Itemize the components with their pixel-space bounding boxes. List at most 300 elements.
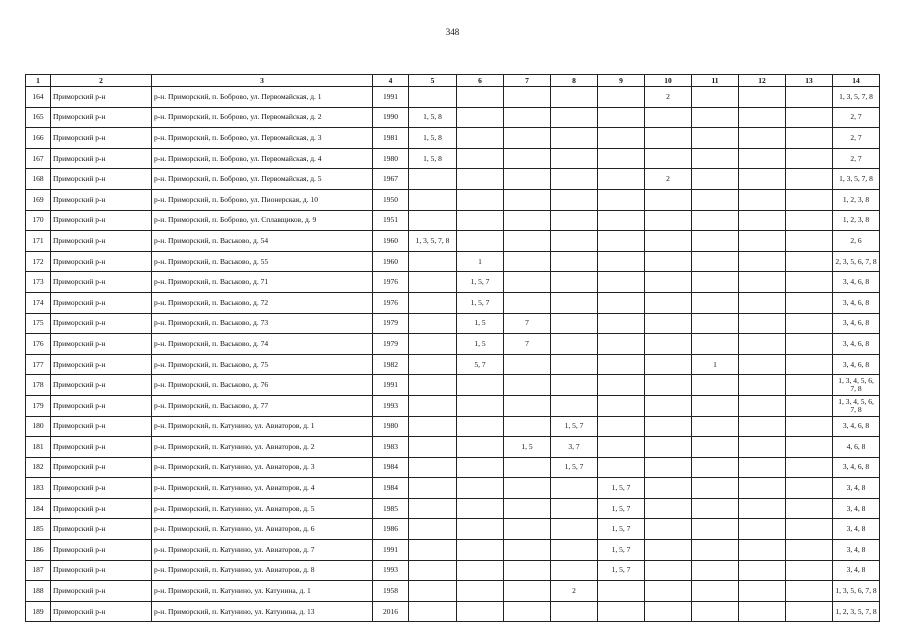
table-cell: 1991 [373, 375, 409, 396]
table-cell: 3, 4, 8 [833, 540, 880, 561]
table-cell: 1958 [373, 581, 409, 602]
table-cell: Приморский р-н [51, 87, 152, 108]
table-cell: 2, 7 [833, 148, 880, 169]
table-cell [409, 251, 457, 272]
table-cell [409, 189, 457, 210]
table-row [26, 540, 880, 561]
table-cell: Приморский р-н [51, 128, 152, 149]
table-cell: 1, 5, 7 [457, 272, 504, 293]
table-row [26, 498, 880, 519]
table-cell: 3, 4, 8 [833, 478, 880, 499]
table-cell [504, 87, 551, 108]
table-cell [551, 498, 598, 519]
table-cell [692, 87, 739, 108]
table-cell: 1993 [373, 395, 409, 416]
table-cell: 1986 [373, 519, 409, 540]
table-cell: р-н. Приморский, п. Васьково, д. 55 [152, 251, 373, 272]
table-row [26, 292, 880, 313]
table-cell [786, 437, 833, 458]
table-cell [692, 416, 739, 437]
table-cell: 3, 4, 6, 8 [833, 292, 880, 313]
table-cell: 171 [26, 231, 51, 252]
table-cell [692, 313, 739, 334]
table-cell: Приморский р-н [51, 437, 152, 458]
table-cell [786, 601, 833, 622]
table-cell [739, 395, 786, 416]
table-cell [504, 498, 551, 519]
table-cell: 165 [26, 107, 51, 128]
table-cell: 184 [26, 498, 51, 519]
table-row [26, 272, 880, 293]
table-cell [739, 87, 786, 108]
table-cell: 2016 [373, 601, 409, 622]
table-cell [457, 560, 504, 581]
column-header: 10 [645, 75, 692, 87]
table-cell [692, 189, 739, 210]
table-cell: 188 [26, 581, 51, 602]
column-header: 14 [833, 75, 880, 87]
table-cell: 1, 5 [504, 437, 551, 458]
table-cell [645, 581, 692, 602]
table-cell: 174 [26, 292, 51, 313]
table-row [26, 395, 880, 416]
table-cell [598, 169, 645, 190]
table-cell: р-н. Приморский, п. Катунино, ул. Авиаторов, д. 6 [152, 519, 373, 540]
table-cell [786, 231, 833, 252]
column-header: 7 [504, 75, 551, 87]
table-cell [409, 478, 457, 499]
column-header: 8 [551, 75, 598, 87]
table-cell [409, 395, 457, 416]
table-cell [739, 581, 786, 602]
table-cell [457, 169, 504, 190]
table-cell [409, 519, 457, 540]
table-cell: р-н. Приморский, п. Катунино, ул. Авиаторов, д. 2 [152, 437, 373, 458]
table-cell [739, 457, 786, 478]
table-cell: 1, 3, 5, 7, 8 [833, 87, 880, 108]
table-cell: 1, 5 [457, 334, 504, 355]
table-cell [739, 540, 786, 561]
table-cell: 1, 2, 3, 8 [833, 189, 880, 210]
table-cell [504, 169, 551, 190]
table-cell: р-н. Приморский, п. Боброво, ул. Пионерская, д. 10 [152, 189, 373, 210]
table-cell: 166 [26, 128, 51, 149]
table-cell [645, 416, 692, 437]
table-cell: 1 [692, 354, 739, 375]
table-cell: 1979 [373, 313, 409, 334]
table-cell: 1980 [373, 416, 409, 437]
table-cell: 1, 5, 7 [598, 540, 645, 561]
table-cell [692, 231, 739, 252]
table-cell: 189 [26, 601, 51, 622]
column-header: 11 [692, 75, 739, 87]
table-cell: 1984 [373, 478, 409, 499]
table-cell: 2 [645, 169, 692, 190]
table-cell [551, 354, 598, 375]
table-cell: 2, 7 [833, 128, 880, 149]
table-cell: 1990 [373, 107, 409, 128]
table-cell [645, 540, 692, 561]
table-cell: Приморский р-н [51, 416, 152, 437]
table-cell [645, 601, 692, 622]
table-cell: 1, 3, 5, 6, 7, 8 [833, 581, 880, 602]
table-row [26, 375, 880, 396]
table-cell: 2 [551, 581, 598, 602]
table-row [26, 107, 880, 128]
table-cell [409, 210, 457, 231]
table-cell [598, 128, 645, 149]
table-cell [551, 395, 598, 416]
table-cell [457, 498, 504, 519]
table-cell: 1983 [373, 437, 409, 458]
table-row [26, 189, 880, 210]
table-cell: 1, 3, 5, 7, 8 [833, 169, 880, 190]
table-cell: р-н. Приморский, п. Боброво, ул. Первомайская, д. 2 [152, 107, 373, 128]
table-cell: р-н. Приморский, п. Катунино, ул. Авиаторов, д. 4 [152, 478, 373, 499]
table-cell [786, 540, 833, 561]
table-cell [598, 601, 645, 622]
table-cell [692, 560, 739, 581]
table-cell [692, 498, 739, 519]
table-cell [504, 540, 551, 561]
table-cell [739, 437, 786, 458]
table-cell: р-н. Приморский, п. Боброво, ул. Первомайская, д. 5 [152, 169, 373, 190]
table-row [26, 148, 880, 169]
column-header: 5 [409, 75, 457, 87]
table-cell: Приморский р-н [51, 560, 152, 581]
table-cell [692, 251, 739, 272]
table-cell: р-н. Приморский, п. Боброво, ул. Первомайская, д. 4 [152, 148, 373, 169]
table-cell [504, 478, 551, 499]
table-cell: 1, 2, 3, 5, 7, 8 [833, 601, 880, 622]
table-cell [645, 457, 692, 478]
table-cell: р-н. Приморский, п. Катунино, ул. Авиаторов, д. 1 [152, 416, 373, 437]
table-cell [457, 416, 504, 437]
table-cell [551, 292, 598, 313]
table-cell [786, 478, 833, 499]
table-cell: Приморский р-н [51, 251, 152, 272]
table-cell [786, 189, 833, 210]
table-header-row [26, 75, 880, 87]
table-cell [692, 375, 739, 396]
table-cell [739, 498, 786, 519]
table-cell [739, 292, 786, 313]
table-cell [598, 354, 645, 375]
table-cell [645, 148, 692, 169]
table-cell: р-н. Приморский, п. Катунино, ул. Авиаторов, д. 3 [152, 457, 373, 478]
table-body [26, 87, 880, 622]
table-cell: р-н. Приморский, п. Васьково, д. 71 [152, 272, 373, 293]
table-cell: 1, 5, 7 [551, 416, 598, 437]
table-cell: Приморский р-н [51, 189, 152, 210]
table-row [26, 416, 880, 437]
column-header: 4 [373, 75, 409, 87]
table-cell: Приморский р-н [51, 478, 152, 499]
table-cell: 3, 4, 8 [833, 560, 880, 581]
table-cell: 1, 5, 8 [409, 128, 457, 149]
table-cell: 168 [26, 169, 51, 190]
table-cell: 1, 5 [457, 313, 504, 334]
table-cell [786, 519, 833, 540]
table-cell: 1991 [373, 540, 409, 561]
table-cell [692, 519, 739, 540]
table-cell [692, 395, 739, 416]
table-cell [645, 272, 692, 293]
table-cell [739, 107, 786, 128]
table-cell: 3, 7 [551, 437, 598, 458]
table-cell: Приморский р-н [51, 210, 152, 231]
table-cell [645, 519, 692, 540]
table-cell [786, 251, 833, 272]
table-cell [504, 210, 551, 231]
table-cell: 3, 4, 6, 8 [833, 457, 880, 478]
table-cell: Приморский р-н [51, 148, 152, 169]
column-header: 9 [598, 75, 645, 87]
table-cell [598, 375, 645, 396]
table-cell: 1984 [373, 457, 409, 478]
table-cell [504, 601, 551, 622]
table-cell [739, 478, 786, 499]
table-cell [551, 210, 598, 231]
table-row [26, 169, 880, 190]
table-cell: Приморский р-н [51, 313, 152, 334]
table-cell: 1, 5, 7 [598, 519, 645, 540]
table-row [26, 128, 880, 149]
table-cell [457, 375, 504, 396]
table-cell [645, 251, 692, 272]
table-cell: 173 [26, 272, 51, 293]
table-row [26, 519, 880, 540]
table-cell [409, 292, 457, 313]
table-cell [409, 540, 457, 561]
table-cell: 1982 [373, 354, 409, 375]
table-cell [692, 457, 739, 478]
table-cell [692, 334, 739, 355]
table-cell: 186 [26, 540, 51, 561]
housing-table [25, 74, 880, 622]
table-cell: 2, 3, 5, 6, 7, 8 [833, 251, 880, 272]
table-cell: Приморский р-н [51, 457, 152, 478]
table-cell [645, 231, 692, 252]
table-cell [739, 128, 786, 149]
table-cell [457, 457, 504, 478]
table-cell: 1, 5, 8 [409, 107, 457, 128]
table-cell [598, 457, 645, 478]
table-cell [409, 416, 457, 437]
table-cell: 183 [26, 478, 51, 499]
table-cell: 3, 4, 6, 8 [833, 313, 880, 334]
table-cell [645, 107, 692, 128]
table-cell [739, 148, 786, 169]
table-row [26, 478, 880, 499]
table-cell: 187 [26, 560, 51, 581]
table-row [26, 334, 880, 355]
table-cell: 1980 [373, 148, 409, 169]
table-cell [551, 601, 598, 622]
table-cell: 164 [26, 87, 51, 108]
table-cell [786, 128, 833, 149]
table-cell: 1981 [373, 128, 409, 149]
table-cell [551, 519, 598, 540]
table-cell: 1991 [373, 87, 409, 108]
table-cell [551, 334, 598, 355]
table-cell: р-н. Приморский, п. Боброво, ул. Сплавщиков, д. 9 [152, 210, 373, 231]
table-cell: Приморский р-н [51, 498, 152, 519]
table-cell: 3, 4, 6, 8 [833, 272, 880, 293]
column-header: 6 [457, 75, 504, 87]
table-cell [598, 334, 645, 355]
table-cell [504, 128, 551, 149]
table-cell: 167 [26, 148, 51, 169]
table-cell: 7 [504, 334, 551, 355]
table-cell [739, 169, 786, 190]
column-header: 1 [26, 75, 51, 87]
table-row [26, 437, 880, 458]
table-cell [504, 148, 551, 169]
table-cell [457, 107, 504, 128]
table-cell [739, 375, 786, 396]
table-cell [692, 210, 739, 231]
table-cell: р-н. Приморский, п. Катунино, ул. Авиаторов, д. 5 [152, 498, 373, 519]
table-cell: р-н. Приморский, п. Васьково, д. 72 [152, 292, 373, 313]
table-cell [457, 148, 504, 169]
table-cell [786, 334, 833, 355]
table-cell: р-н. Приморский, п. Катунино, ул. Катунина, д. 13 [152, 601, 373, 622]
table-cell [645, 354, 692, 375]
table-cell [598, 395, 645, 416]
table-cell: 1, 5, 7 [457, 292, 504, 313]
table-cell [598, 231, 645, 252]
table-cell [598, 107, 645, 128]
table-cell [645, 313, 692, 334]
table-cell [739, 231, 786, 252]
table-cell: 181 [26, 437, 51, 458]
table-cell [786, 498, 833, 519]
table-cell [504, 272, 551, 293]
table-cell [457, 128, 504, 149]
table-cell [692, 148, 739, 169]
table-cell: 3, 4, 8 [833, 498, 880, 519]
table-cell [692, 169, 739, 190]
table-row [26, 581, 880, 602]
table-cell [645, 189, 692, 210]
table-cell [409, 354, 457, 375]
table-cell: 1, 5, 7 [598, 560, 645, 581]
table-cell [786, 560, 833, 581]
table-cell [739, 416, 786, 437]
table-cell [739, 354, 786, 375]
table-cell: 1, 3, 5, 7, 8 [409, 231, 457, 252]
table-cell [551, 375, 598, 396]
table-cell [504, 560, 551, 581]
table-cell: Приморский р-н [51, 581, 152, 602]
table-cell: 1, 3, 4, 5, 6, 7, 8 [833, 375, 880, 396]
table-cell: 185 [26, 519, 51, 540]
page-number: 348 [445, 27, 460, 37]
table-cell [692, 540, 739, 561]
table-cell [739, 519, 786, 540]
table-row [26, 251, 880, 272]
table-cell: 2 [645, 87, 692, 108]
table-cell [786, 210, 833, 231]
table-cell: Приморский р-н [51, 292, 152, 313]
table-cell: 1950 [373, 189, 409, 210]
table-cell [504, 107, 551, 128]
table-cell [551, 107, 598, 128]
table-cell [786, 416, 833, 437]
table-cell: 1960 [373, 251, 409, 272]
table-cell [551, 272, 598, 293]
table-cell [645, 292, 692, 313]
table-cell: 180 [26, 416, 51, 437]
table-cell [504, 519, 551, 540]
table-cell [786, 272, 833, 293]
table-cell [457, 189, 504, 210]
table-cell: Приморский р-н [51, 231, 152, 252]
table-cell [457, 581, 504, 602]
table-cell: Приморский р-н [51, 601, 152, 622]
table-cell [692, 601, 739, 622]
table-cell [409, 169, 457, 190]
table-cell [645, 498, 692, 519]
table-cell: 1979 [373, 334, 409, 355]
column-header: 12 [739, 75, 786, 87]
table-cell [598, 148, 645, 169]
table-cell [551, 189, 598, 210]
table-cell: 1985 [373, 498, 409, 519]
table-cell: р-н. Приморский, п. Васьково, д. 74 [152, 334, 373, 355]
table-cell [504, 581, 551, 602]
table-cell [551, 148, 598, 169]
table-cell [598, 210, 645, 231]
table-cell [786, 292, 833, 313]
column-header: 13 [786, 75, 833, 87]
table-cell: 3, 4, 8 [833, 519, 880, 540]
table-row [26, 354, 880, 375]
table-cell [409, 375, 457, 396]
table-cell: Приморский р-н [51, 519, 152, 540]
table-cell: Приморский р-н [51, 334, 152, 355]
table-cell [645, 210, 692, 231]
table-cell [504, 395, 551, 416]
column-header: 3 [152, 75, 373, 87]
table-cell: 7 [504, 313, 551, 334]
column-header: 2 [51, 75, 152, 87]
table-cell [598, 437, 645, 458]
table-cell [645, 375, 692, 396]
table-cell: р-н. Приморский, п. Васьково, д. 76 [152, 375, 373, 396]
table-row [26, 457, 880, 478]
table-cell [786, 148, 833, 169]
table-cell [692, 292, 739, 313]
table-cell: 1, 5, 7 [551, 457, 598, 478]
table-cell: 1960 [373, 231, 409, 252]
table-row [26, 560, 880, 581]
table-row [26, 87, 880, 108]
table-cell [645, 334, 692, 355]
table-cell [409, 560, 457, 581]
table-cell [504, 416, 551, 437]
table-cell [786, 87, 833, 108]
table-cell [692, 437, 739, 458]
table-cell [457, 519, 504, 540]
table-cell: р-н. Приморский, п. Васьково, д. 73 [152, 313, 373, 334]
table-cell [504, 375, 551, 396]
table-cell [645, 560, 692, 581]
table-cell [692, 478, 739, 499]
table-cell [786, 581, 833, 602]
table-cell: р-н. Приморский, п. Васьково, д. 77 [152, 395, 373, 416]
